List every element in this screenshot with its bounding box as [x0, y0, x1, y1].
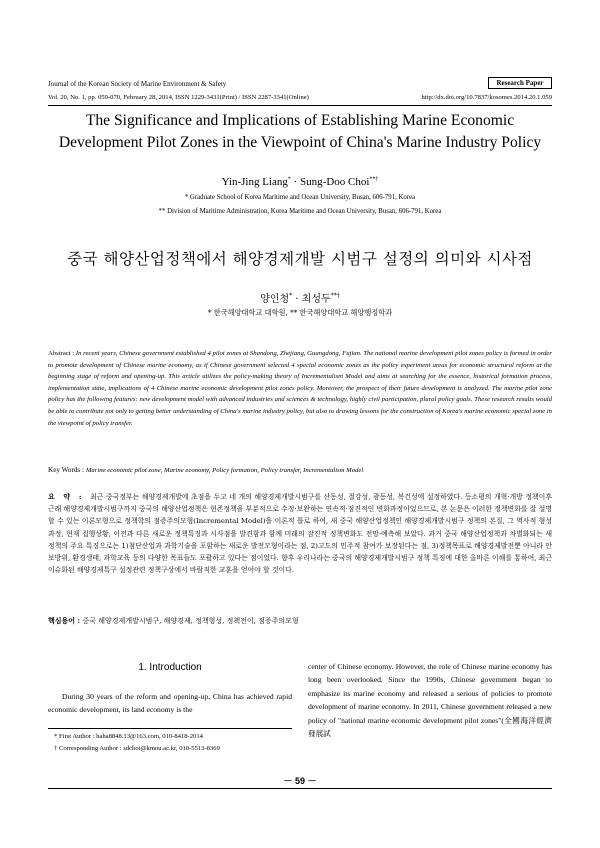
author-separator: · [290, 176, 301, 188]
korean-keywords-text: 중국 해양경제개발시범구, 해양경제, 정책형성, 정책전이, 점증주의모형 [82, 617, 299, 625]
korean-author-separator: · [292, 294, 302, 305]
paper-title-line1: The Significance and Implications of Establishing Marine Economic [85, 112, 515, 129]
page-number: － 59 － [283, 776, 317, 786]
footnote-first-author: * First Author : haha8848.13@163.com, 010-8418-2014 [54, 733, 203, 740]
footnote-rule [48, 728, 292, 729]
intro-right-column: center of Chinese economy. However, the role of Chinese marine economy has long been overlooked. Since the 1990s, Chinese government began to emphasize its marine economy and released a serious of policies to promote development of marine economy. In 2011, Chinese government released a new policy of "national marine economic development pilot zones"(全國海洋經濟發展試 [308, 662, 552, 739]
volume-issn-line: Vol. 20, No. 1, pp. 059-070, February 28, 2014, ISSN 1229-3431(Print) / ISSN 2287-3341(Online) [48, 94, 309, 101]
author-list [0, 176, 600, 188]
section-heading-introduction: 1. Introduction [138, 662, 202, 673]
affiliation-2: ** Division of Maritime Administration, Korea Maritime and Ocean University, Busan, 606-791, Korea [158, 208, 442, 215]
korean-abstract-text: 최근 중국정부는 해양경제개발에 초점을 두고 네 개의 해양경제개발시범구를 산동성, 절강성, 광동성, 복건성에 설정하였다. 등소평의 개혁·개방 정책이후 근래 해양경제개발시범구까지 중국의 해양산업정책은 현존정책을 부분적으로 수정·보완하는 연속적·점진적인 변화과정이었으므로, 본 논문은 이러한 정책변화를 잘 설명할 수 있는 이론모형으로 정책학의 점증주의모형(Incremental Model)을 이론적 틀로 하여, 새 중국 해양산업정책인 해양경제개발시범구 정책의 본질, 그 역사적 형성과정, 현재 집행상황, 이전과 다른 새로운 정책특징과 시사점을 발견함과 함께 미래의 잠진적 정책변화도 전망·예측해 보았다. 과거 중국 해양산업정책과 차별화되는 새 정책의 주요 특징으로는 1)첨단산업과 과학기술을 포함하는 새로운 발전모형이라는 점, 2)고도의 민주적 참여가 보장된다는 점, 3)정책목표로 해양경제발전뿐 아니라 안보방위, 환경생태, 과학교육 등의 다양한 목표들도 포괄하고 있다는 점이었다. 향후 우리나라는 중국의 해양경제개발시범구 정책 특징에 대한 올바른 이해를 통하여, 최근 이슈화된 해양경제특구 설정관련 정책구상에서 바람직한 교훈을 얻어야 할 것이다. [48, 493, 552, 575]
author-name: Yin-Jing Liang [221, 176, 288, 188]
header-rule [48, 105, 552, 106]
korean-affiliation: * 한국해양대학교 대학원, ** 한국해양대학교 해양행정학과 [207, 308, 393, 317]
keywords [48, 466, 552, 474]
keywords-label: Key Words : [48, 466, 86, 474]
research-paper-badge: Research Paper [488, 77, 552, 89]
author-mark: * [287, 176, 291, 183]
korean-author-mark: * [289, 292, 293, 300]
intro-left-column: During 30 years of the reform and opening-up, China has achieved rapid economic development, its land economy is the [48, 692, 292, 715]
korean-keywords-label: 핵심용어 : [48, 616, 83, 625]
korean-author-name: 양인청 [260, 294, 290, 305]
korean-abstract-label: 요 약 : [48, 493, 91, 501]
author-name: Sung-Doo Choi [300, 176, 370, 188]
korean-title: 중국 해양산업정책에서 해양경제개발 시범구 설정의 의미와 시사점 [67, 250, 533, 268]
keywords-text: Marine economic pilot zone, Marine economy, Policy formation, Policy transfer, Incrementalism Model [85, 467, 364, 474]
paper-title-line2: Development Pilot Zones in the Viewpoint of China's Marine Industry Policy [58, 134, 542, 151]
affiliation-1: * Graduate School of Korea Maritime and Ocean University, Busan, 606-791, Korea [184, 194, 416, 201]
abstract [48, 348, 552, 429]
korean-author-mark: **† [330, 292, 340, 300]
footer-rule [48, 788, 552, 789]
doi-link[interactable]: http://dx.doi.org/10.7837/kosomes.2014.20.1.059 [421, 94, 552, 101]
abstract-text: In recent years, Chinese government established 4 pilot zones at Shandong, Zhejiang, Guangdong, Fujian. The national marine development pilot zones policy is formed in order to promote development of Chinese marine economy, as if Chinese government selected 4 special economic zones as the policy experiment areas for economic structural reform at the beginning stage of reform and opening-up. This article utilizes the policy-making theory of Incrementalism Model and aims at searching for the essence, historical formation process, implementation state, implications of 4 Chinese marine economic development pilot zones policy. Moreover, the prospect of their future development is analyzed. The marine pilot zone policy has the following features: new development model with advanced industries and sciences & technology, highly civil participation, plural policy goals. These research results would be able to contribute not only to getting better understanding of China's marine industry policy, but also to drawing lessons for the construction of Korea's marine economic special zone in the viewpoint of policy transfer. [48, 350, 552, 427]
abstract-label: Abstract : [48, 350, 76, 357]
journal-name: Journal of the Korean Society of Marine Environment & Safety [48, 80, 227, 88]
footnote-corresponding-author: † Corresponding Author : sdchoi@kmou.ac.kr, 010-5513-8369 [54, 745, 220, 752]
korean-author-list [0, 290, 600, 305]
korean-author-name: 최성두 [301, 294, 331, 305]
author-mark: **† [369, 176, 379, 183]
korean-abstract [48, 491, 552, 576]
korean-keywords [48, 616, 552, 626]
